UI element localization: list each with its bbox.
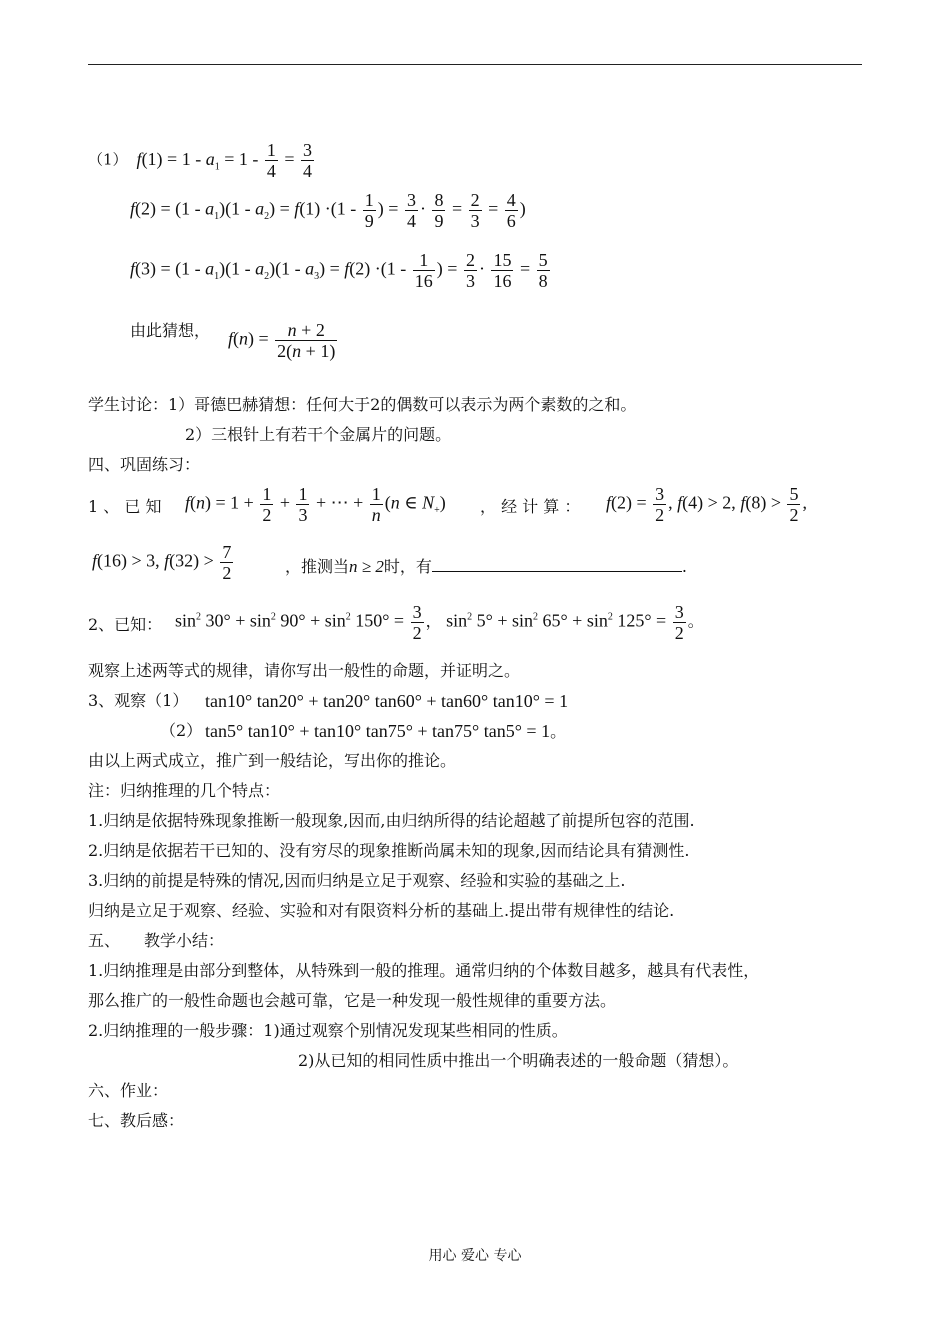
note-item-4: 归纳是立足于观察、经验、实验和对有限资料分析的基础上.提出带有规律性的结论. — [88, 901, 675, 920]
summary-item2a: 2.归纳推理的一般步骤：1)通过观察个别情况发现某些相同的性质。 — [88, 1021, 568, 1040]
ex2-prefix: 2、已知： — [88, 615, 163, 634]
section4-title: 四、巩固练习： — [88, 455, 201, 474]
example-f1 — [88, 140, 316, 181]
ex1-formula: f(n) = 1 + $\frac{1}{2}$ + $\frac{1}{3}$ + ⋯ + $\frac{1}{n}$ (n ∈ $N_+$) — [185, 484, 446, 525]
notes-title: 注：归纳推理的几个特点： — [88, 781, 281, 800]
ex1-values2: f(16) > 3, f(32) > $\frac{7}{2}$ — [92, 542, 232, 583]
ex3-eq1: tan10° tan20° + tan20° tan60° + tan60° tan10° = 1 — [205, 691, 569, 711]
ex1-values: f(2) = $\frac{3}{2}$ , f(4) > 2, f(8) > $\frac{5}{2}$ , — [606, 484, 807, 525]
ex2-formula: $\sin^2 30^\circ + \sin^2 90^\circ + \sin^2 150^\circ$ = $\frac{3}{2}$ ， $\sin^2 5^\circ + \sin^2 65^\circ + \sin^2 125^\circ$ = $\frac{3}{2}$ 。 — [175, 602, 704, 643]
ex2-note: 观察上述两等式的规律，请你写出一般性的命题，并证明之。 — [88, 661, 521, 680]
ex1-mid: ， 经 计 算 ： — [480, 497, 581, 516]
formula-f1: $f(1) = 1 - a_1 = 1$ - $\frac{1}{4}$ = $\frac{3}{4}$ — [136, 140, 313, 181]
note-item-3: 3.归纳的前提是特殊的情况,因而归纳是立足于观察、经验和实验的基础之上. — [88, 871, 626, 890]
ex3-end: 。 — [550, 722, 567, 741]
summary-item1b: 那么推广的一般性命题也会越可靠，它是一种发现一般性规律的重要方法。 — [88, 991, 617, 1010]
ex2-end: 。 — [687, 611, 704, 631]
summary-item1a: 1.归纳推理是由部分到整体，从特殊到一般的推理。通常归纳的个体数目越多，越具有代表性， — [88, 961, 760, 980]
section5-title: 五、 教学小结： — [88, 931, 225, 950]
section6-title: 六、作业： — [88, 1081, 169, 1100]
note-item-2: 2.归纳是依据若干已知的、没有穷尽的现象推断尚属未知的现象,因而结论具有猜测性. — [88, 841, 690, 860]
example-f3: $f(3) = (1 - a_1)(1 - a_2)(1 - a_3) = f(2) \cdot(1$ - $\frac{1}{16}$ ) = $\frac{2}{3}$ · $\frac{15}{16}$ = $\frac{5}{8}$ — [130, 250, 548, 291]
ex1-condition: n ≥ 2 — [349, 557, 384, 576]
page-footer: 用心 爱心 专心 — [428, 1248, 522, 1264]
ex3-eq2-text: tan5° tan10° + tan10° tan75° + tan75° tan5° = 1 — [205, 721, 551, 741]
section7-title: 七、教后感： — [88, 1111, 185, 1130]
guess-formula: f(n) = $\frac{n + 2}{2(n + 1)}$ — [228, 320, 336, 361]
ex1-line2-tail: 时，有 — [383, 557, 432, 576]
header-rule — [88, 64, 862, 65]
discussion-line2: 2）三根针上有若干个金属片的问题。 — [185, 425, 452, 444]
ex2-sep: ， — [425, 611, 442, 631]
ex1-line2 — [285, 556, 687, 578]
discussion-line1: 学生讨论：1）哥德巴赫猜想：任何大于2的偶数可以表示为两个素数的之和。 — [88, 395, 637, 414]
ex1-line2-text: ，推测当 — [285, 557, 350, 576]
ex3-label2: （2） — [160, 721, 203, 740]
guess-text: 由此猜想， — [130, 321, 211, 340]
ex1-prefix: 1 、 已 知 — [88, 497, 162, 516]
summary-item2b: 2)从已知的相同性质中推出一个明确表述的一般命题（猜想）。 — [298, 1051, 739, 1070]
answer-blank[interactable] — [432, 557, 682, 572]
note-item-1: 1.归纳是依据特殊现象推断一般现象,因而,由归纳所得的结论超越了前提所包容的范围. — [88, 811, 695, 830]
example-f2: $f(2) = (1 - a_1)(1 - a_2) = f(1) \cdot(1$ - $\frac{1}{9}$ ) = $\frac{3}{4}$ · $\frac{8}{9}$ = $\frac{2}{3}$ = $\frac{4}{6}$ ) — [130, 190, 526, 231]
ex3-eq2 — [205, 720, 566, 743]
example-label: （1） — [88, 150, 128, 169]
ex1-end: . — [681, 557, 687, 576]
ex3-note: 由以上两式成立，推广到一般结论，写出你的推论。 — [88, 751, 457, 770]
ex3-prefix: 3、观察（1） — [88, 691, 189, 710]
